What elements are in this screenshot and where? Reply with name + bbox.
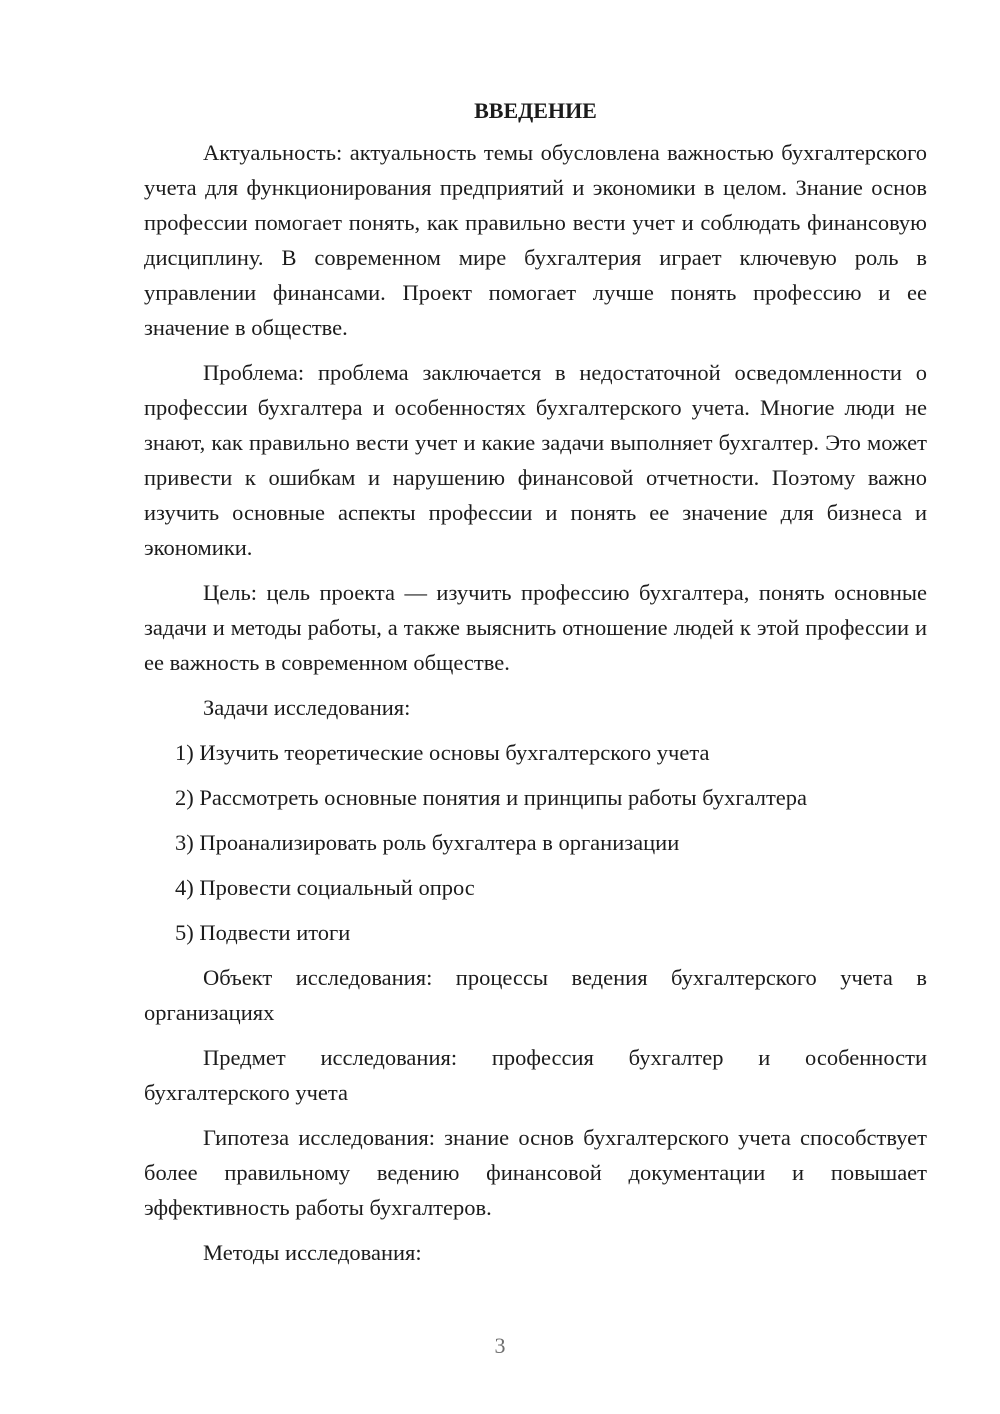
task-item-1: 1) Изучить теоретические основы бухгалтерского учета <box>175 740 710 765</box>
tasks-list <box>144 735 927 950</box>
goal-paragraph: Цель: цель проекта — изучить профессию бухгалтера, понять основные задачи и методы работы, а также выяснить отношение людей к этой профессии и ее важность в современном обществе. <box>144 580 927 675</box>
problem-paragraph: Проблема: проблема заключается в недостаточной осведомленности о профессии бухгалтера и особенностях бухгалтерского учета. Многие люди не знают, как правильно вести учет и какие задачи выполняет бухгалтер. Это может привести к ошибкам и нарушению финансовой отчетности. Поэтому важно изучить основные аспекты профессии и понять ее значение для бизнеса и экономики. <box>144 360 927 560</box>
task-item-4: 4) Провести социальный опрос <box>175 875 475 900</box>
task-item-3: 3) Проанализировать роль бухгалтера в организации <box>175 830 680 855</box>
hypothesis-paragraph: Гипотеза исследования: знание основ бухгалтерского учета способствует более правильному ведению финансовой документации и повышает эффективность работы бухгалтеров. <box>144 1125 927 1220</box>
page-content <box>144 93 927 1280</box>
section-heading: ВВЕДЕНИЕ <box>474 98 597 123</box>
task-item-2: 2) Рассмотреть основные понятия и принципы работы бухгалтера <box>175 785 808 810</box>
tasks-title: Задачи исследования: <box>203 695 411 720</box>
object-paragraph: Объект исследования: процессы ведения бухгалтерского учета в организациях <box>144 965 927 1025</box>
subject-paragraph: Предмет исследования: профессия бухгалтер и особенности бухгалтерского учета <box>144 1045 927 1105</box>
relevance-paragraph: Актуальность: актуальность темы обусловлена важностью бухгалтерского учета для функционирования предприятий и экономики в целом. Знание основ профессии помогает понять, как правильно вести учет и соблюдать финансовую дисциплину. В современном мире бухгалтерия играет ключевую роль в управлении финансами. Проект помогает лучше понять профессию и ее значение в обществе. <box>144 140 927 340</box>
task-item-5: 5) Подвести итоги <box>175 920 351 945</box>
page-number: 3 <box>494 1333 506 1358</box>
methods-title: Методы исследования: <box>203 1240 422 1265</box>
